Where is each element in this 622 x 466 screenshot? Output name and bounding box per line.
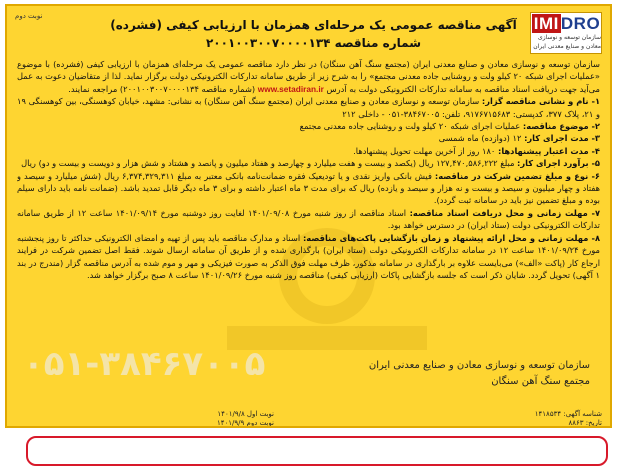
item-label: ۴- مدت اعتبار پیشنهادها: <box>498 145 600 156</box>
tender-number: شماره مناقصه ۲۰۰۱۰۰۳۰۰۷۰۰۰۰۱۳۴ <box>205 36 421 50</box>
phone-watermark: ۰۵۱-۳۸۴۶۷۰۰۵ <box>23 344 266 384</box>
logo-mark: IMI DRO <box>533 14 601 33</box>
item-text: مبلغ ۱۲۷,۴۷۰,۵۸۶,۲۲۲ ریال (یکصد و بیست و هفت میلیارد و چهارصد و هفتاد میلیون و پانصد و هشتاد و شش هزار و دویست و بیست و دو) ریال <box>21 158 515 169</box>
item-label: ۵- برآورد اجرای کار: <box>517 158 600 169</box>
item-7 <box>17 207 600 232</box>
item-label: ۳- مدت اجرای کار: <box>524 133 600 144</box>
item-6 <box>17 170 600 207</box>
round-badge: نوبت دوم <box>15 12 43 20</box>
item-2 <box>17 120 600 132</box>
notice-id-line: شناسه آگهی: ۱۴۱۸۵۳۴ <box>534 410 602 418</box>
logo-subtitle: سازمان توسعه و نوسازی معادن و صنایع معدنی ایران <box>533 34 601 50</box>
date-line: نوبت اول ۱۴۰۱/۹/۸ <box>217 410 274 418</box>
item-text: فیش بانکی واریز نقدی و یا تودیعیک فقره ضمانت‌نامه بانکی معتبر به مبلغ ۶,۳۷۴,۳۲۹,۳۱۱ ریال (شش میلیارد و سیصد و هفتاد و چهار میلیون و سیصد و بیست و نه هزار و سیصد و یازده) ریال که برای مدت ۳ ماه اعتبار داشته و برای ۳ ماه دیگر قابل تمدید باشد. (ضمانت نامه باید دارای سیلم بوده و مبلغ تضمین نیز باید در سامانه ثبت گردد). <box>17 170 600 206</box>
item-text: عملیات اجرای شبکه ۲۰ کیلو ولت و روشنایی جاده معدنی مجتمع <box>299 121 521 132</box>
notice-title: آگهی مناقصه عمومی یک مرحله‌ای همزمان با ارزیابی کیفی (فشرده) <box>110 18 517 32</box>
imidro-logo <box>530 12 602 54</box>
item-4 <box>17 145 600 157</box>
notice-body <box>17 58 600 348</box>
item-1 <box>17 95 600 120</box>
item-text: اسناد و مدارک مناقصه باید پس از تهیه و امضای الکترونیکی حداکثر تا روز پنجشنبه مورخ ۱۴۰۱/۰۹/۲۴ ساعت ۱۲ در سامانه تدارکات الکترونیکی دولت (ستاد ایران) بارگذاری شده و از طریق آن سامانه ارسال شوند. فقط اصل تضمین شرکت در فرایند ارجاع کار (پاکت «الف») می‌بایست علاوه بر بارگذاری در سامانه مذکور، ظرف مهلت فوق الذکر به صورت فیزیکی و مهر و موم شده به آدرس مناقصه گزار (مندرج در بند ۱ آگهی) تحویل گردد. شایان ذکر است که جلسه بازگشایی پاکات (ارزیابی کیفی) مناقصه روز شنبه مورخ ۱۴۰۱/۰۹/۲۶ ساعت ۸ صبح برگزار خواهد شد. <box>17 232 600 280</box>
date-line: نوبت دوم ۱۴۰۱/۹/۹ <box>217 419 274 427</box>
intro-paragraph <box>17 58 600 95</box>
publish-dates <box>217 410 274 428</box>
next-notice-frame <box>26 436 608 466</box>
item-3 <box>17 132 600 144</box>
tender-notice <box>5 4 612 428</box>
item-label: ۷- مهلت زمانی و محل دریافت اسناد مناقصه: <box>409 207 600 218</box>
item-label: ۲- موضوع مناقصه: <box>522 121 600 132</box>
notice-id-line: تاریخ: ۸۸۶۳ <box>568 419 602 427</box>
signature-block <box>369 358 590 390</box>
signature-line: مجتمع سنگ آهن سنگان <box>491 376 590 387</box>
item-text: اسناد مناقصه از روز شنبه مورخ ۱۴۰۱/۰۹/۰۸ لغایت روز دوشنبه مورخ ۱۴۰۱/۰۹/۱۴ ساعت ۱۲ از طریق سامانه تدارکات الکترونیکی دولت (ستاد ایران) در دسترس خواهد بود. <box>17 207 600 231</box>
item-label: ۱- نام و نشانی مناقصه گزار: <box>481 96 600 107</box>
website-link[interactable]: www.setadiran.ir <box>257 83 324 94</box>
item-text: ۱۸۰ روز از آخرین مهلت تحویل پیشنهادها. <box>353 145 496 156</box>
item-label: ۸- مهلت زمانی و محل ارائه پیشنهاد و زمان بازگشایی پاکت‌های مناقصه: <box>302 232 600 243</box>
intro-tail: (شماره مناقصه ۲۰۰۱۰۰۳۰۰۷۰۰۰۰۱۳۴) مراجعه نمایند. <box>68 83 256 94</box>
item-5 <box>17 157 600 169</box>
item-text: سازمان توسعه و نوسازی معادن و صنایع معدنی ایران (مجتمع سنگ آهن سنگان) به نشانی: مشهد، خیابان کوهسنگی، بین کوهسنگی ۱۹ و ۲۱، پلاک ۳۷۷، کدپستی: ۹۱۷۶۷۱۵۶۸۳، تلفن: ۳۸۴۶۷۰۰۵-۰۵۱ - داخلی ۲۱۲ <box>17 96 600 119</box>
notice-id <box>535 410 602 428</box>
item-text: ۱۲ (دوازده) ماه شمسی <box>438 133 522 144</box>
item-8 <box>17 232 600 282</box>
item-label: ۶- نوع و مبلغ تضمین شرکت در مناقصه: <box>434 170 600 181</box>
signature-line: سازمان توسعه و نوسازی معادن و صنایع معدنی ایران <box>368 360 590 371</box>
intro-text: سازمان توسعه و نوسازی معادن و صنایع معدنی ایران (مجتمع سنگ آهن سنگان) در نظر دارد مناقصه عمومی یک مرحله‌ای همزمان با ارزیابی کیفی (فشرده) با موضوع «عملیات اجرای شبکه ۲۰ کیلو ولت و روشنایی جاده معدنی مجتمع» را به شرح زیر از طریق سامانه تدارکات الکترونیکی دولت برگزار نماید. لذا از متقاضیان دعوت به عمل می‌آید جهت دریافت اسناد مناقصه به سامانه تدارکات الکترونیکی دولت به آدرس <box>17 59 600 94</box>
